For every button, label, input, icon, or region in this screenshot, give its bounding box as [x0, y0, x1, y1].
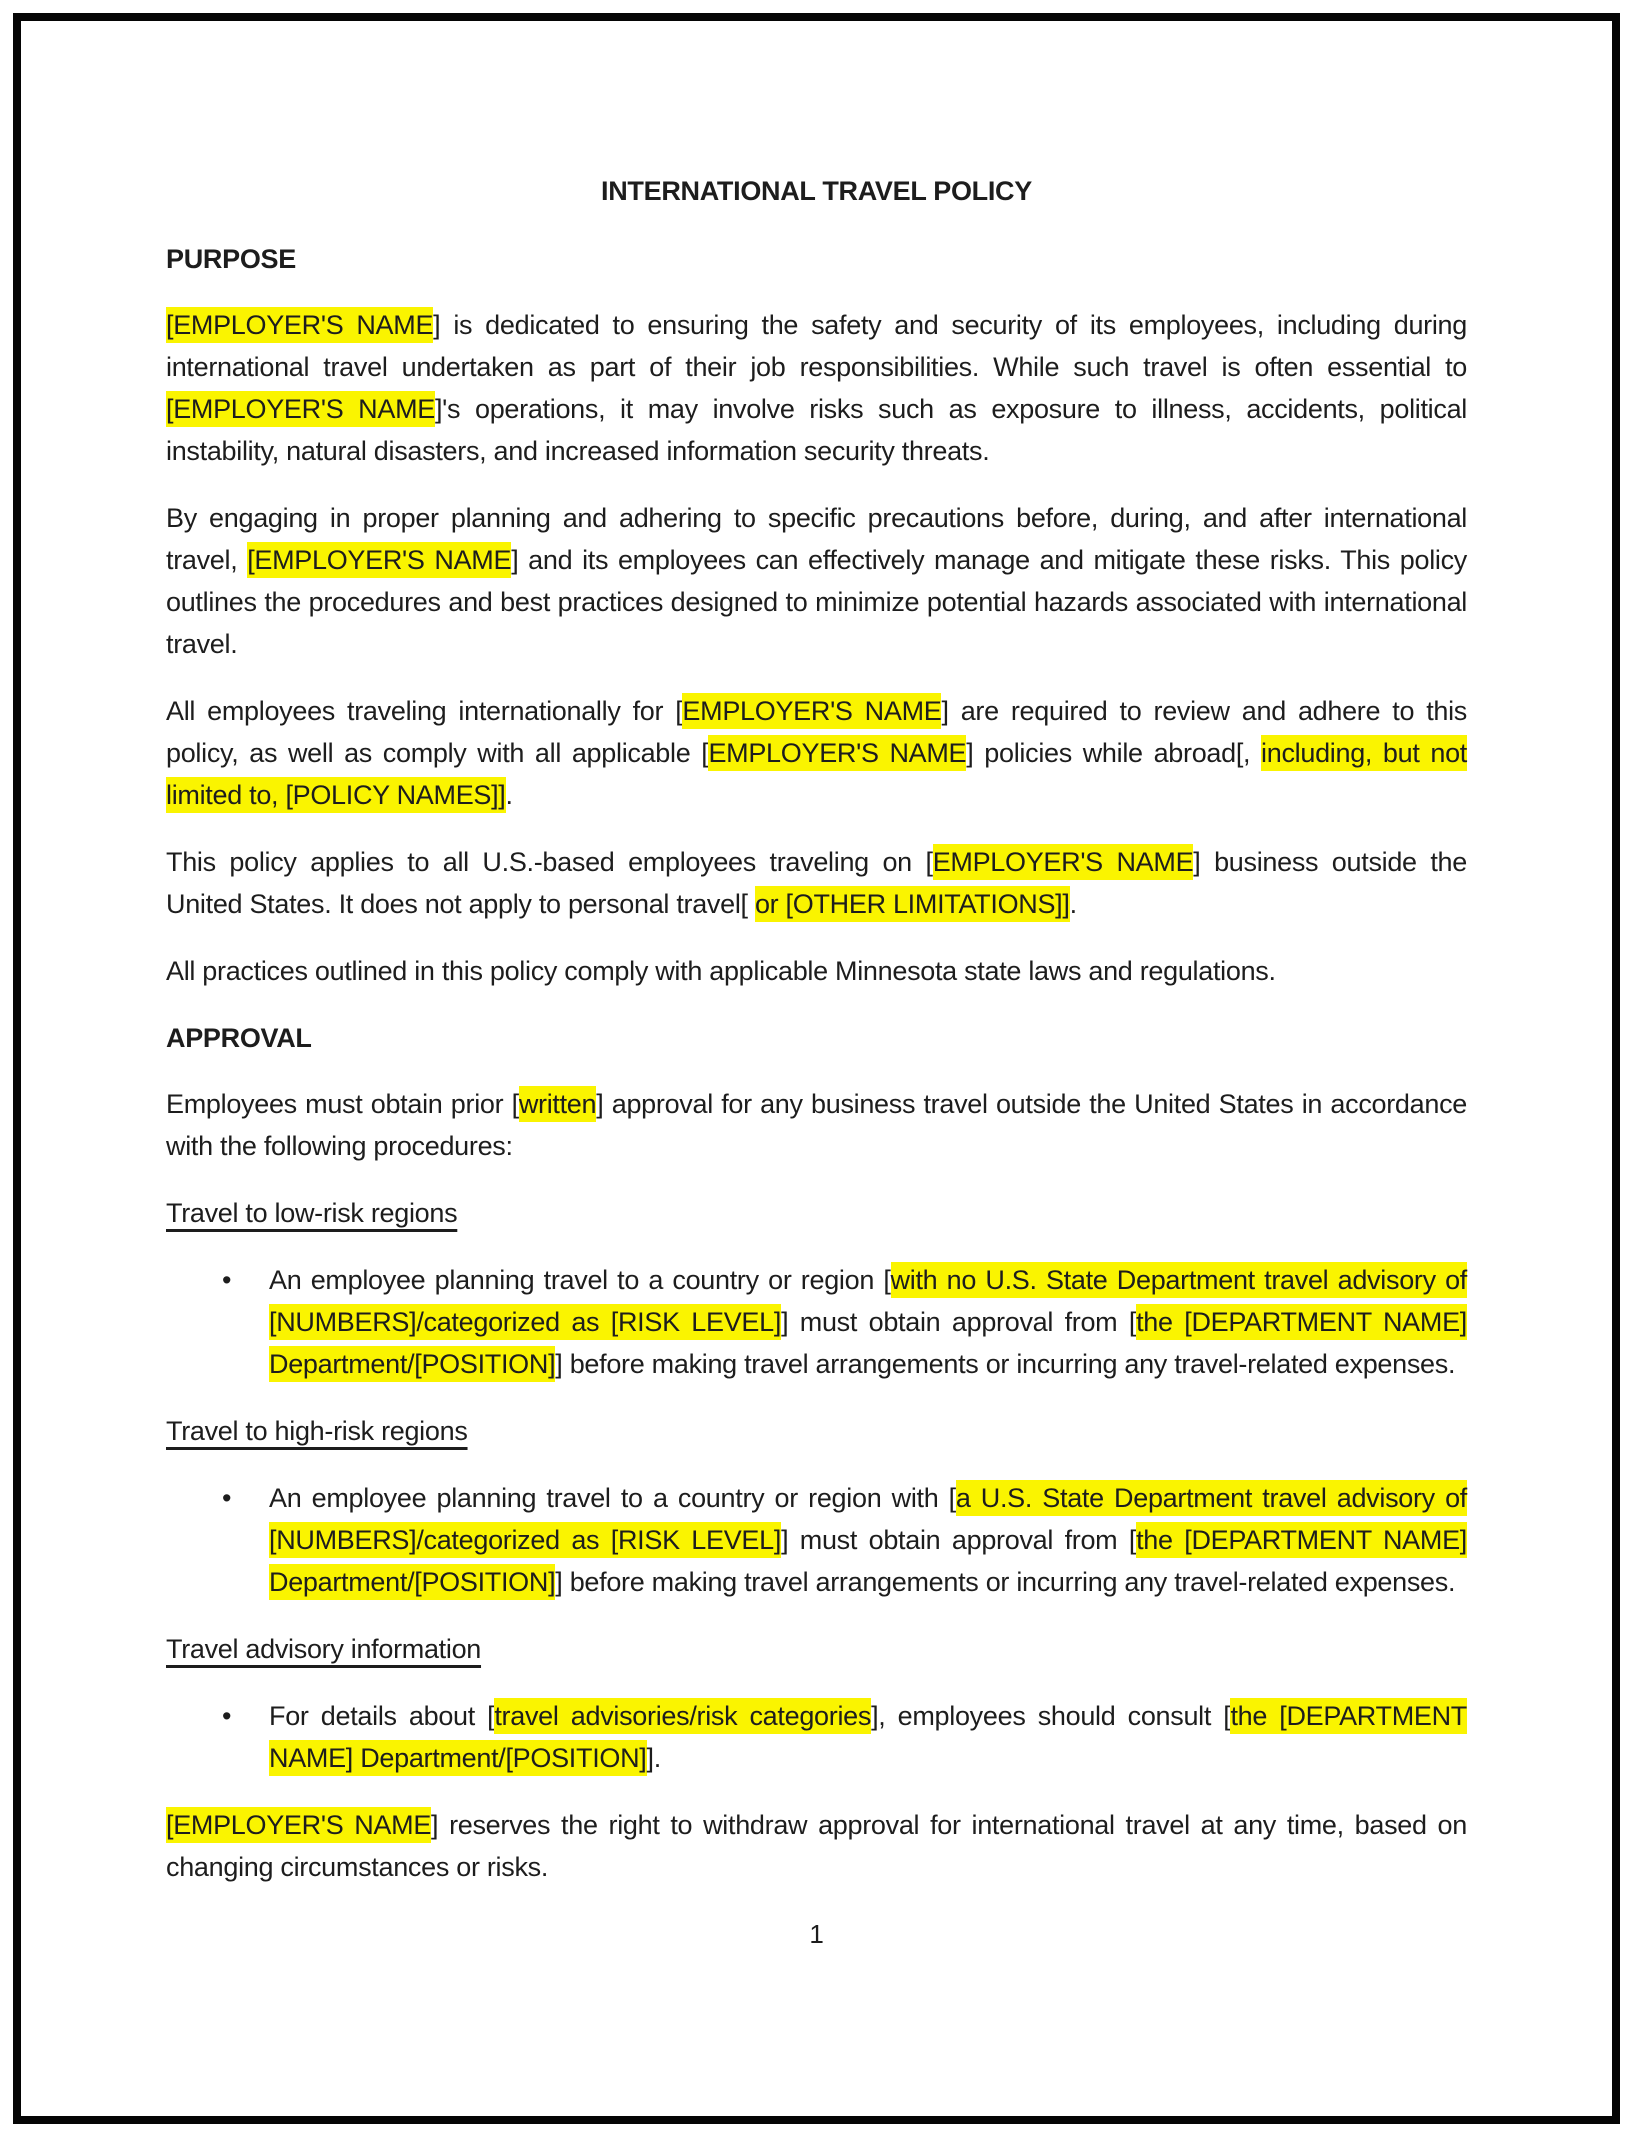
bullet-marker: •: [222, 1701, 232, 1731]
paragraph: [EMPLOYER'S NAME] is dedicated to ensuring the safety and security of its employees, including during international travel undertaken as part of their job responsibilities. While such travel is often essential to [EMPLOYER'S NAME]'s operations, it may involve risks such as exposure to illness, accidents, political instability, natural disasters, and increased information security threats.: [166, 304, 1467, 472]
section-heading: APPROVAL: [166, 1023, 312, 1053]
highlighted-placeholder: [EMPLOYER'S NAME: [166, 391, 435, 427]
highlighted-placeholder: with no U.S. State Department travel advisory of [NUMBERS]/categorized as [RISK LEVEL]: [269, 1262, 1467, 1340]
section-heading: PURPOSE: [166, 244, 296, 274]
bullet-text: An employee planning travel to a country or region [with no U.S. State Department travel advisory of [NUMBERS]/categorized as [RISK LEVEL]] must obtain approval from [the [DEPARTMENT NAME] Department/[POSITION]] before making travel arrangements or incurring any travel-related expenses.: [269, 1262, 1467, 1382]
subsection-heading-text: Travel to high-risk regions: [166, 1416, 468, 1446]
bullet-marker: •: [222, 1265, 232, 1295]
highlighted-placeholder: EMPLOYER'S NAME: [933, 844, 1194, 880]
bullet-item: [166, 1477, 1467, 1603]
bullet-item: [166, 1259, 1467, 1385]
highlighted-placeholder: travel advisories/risk categories: [494, 1698, 871, 1734]
paragraph: [EMPLOYER'S NAME] reserves the right to withdraw approval for international travel at any time, based on changing circumstances or risks.: [166, 1804, 1467, 1888]
bullet-text: An employee planning travel to a country or region with [a U.S. State Department travel advisory of [NUMBERS]/categorized as [RISK LEVEL]] must obtain approval from [the [DEPARTMENT NAME] Department/[POSITION]] before making travel arrangements or incurring any travel-related expenses.: [269, 1480, 1467, 1600]
highlighted-placeholder: or [OTHER LIMITATIONS]]: [755, 886, 1070, 922]
bullet-text: For details about [travel advisories/risk categories], employees should consult [the [DEPARTMENT NAME] Department/[POSITION]].: [269, 1698, 1467, 1776]
highlighted-placeholder: [EMPLOYER'S NAME: [166, 307, 433, 343]
paragraph: By engaging in proper planning and adhering to specific precautions before, during, and after international travel, [EMPLOYER'S NAME] and its employees can effectively manage and mitigate these risks. This policy outlines the procedures and best practices designed to minimize potential hazards associated with international travel.: [166, 503, 1468, 659]
subsection-heading: [166, 1192, 1467, 1234]
bullet-item: [166, 1695, 1467, 1779]
paragraph: All employees traveling internationally for [EMPLOYER'S NAME] are required to review and adhere to this policy, as well as comply with all applicable [EMPLOYER'S NAME] policies while abroad[, including, but not limited to, [POLICY NAMES]].: [166, 690, 1467, 816]
highlighted-placeholder: written: [519, 1086, 596, 1122]
highlighted-placeholder: the [DEPARTMENT NAME] Department/[POSITION]: [269, 1522, 1467, 1600]
highlighted-placeholder: EMPLOYER'S NAME: [682, 693, 941, 729]
paragraph: Employees must obtain prior [written] approval for any business travel outside the United States in accordance with the following procedures:: [166, 1083, 1467, 1167]
paragraph: This policy applies to all U.S.-based employees traveling on [EMPLOYER'S NAME] business outside the United States. It does not apply to personal travel[ or [OTHER LIMITATIONS]].: [166, 841, 1467, 925]
subsection-heading: [166, 1410, 1467, 1452]
subsection-heading-text: Travel to low-risk regions: [166, 1198, 458, 1228]
highlighted-placeholder: the [DEPARTMENT NAME] Department/[POSITION]: [269, 1698, 1467, 1776]
highlighted-placeholder: [EMPLOYER'S NAME: [247, 542, 511, 578]
highlighted-placeholder: EMPLOYER'S NAME: [708, 735, 966, 771]
page-number: 1: [809, 1919, 824, 1949]
highlighted-placeholder: including, but not limited to, [POLICY NAMES]]: [166, 735, 1467, 813]
document-body: [166, 238, 1467, 1888]
document-page: [166, 170, 1467, 1955]
highlighted-placeholder: a U.S. State Department travel advisory of [NUMBERS]/categorized as [RISK LEVEL]: [269, 1480, 1467, 1558]
bullet-marker: •: [222, 1483, 232, 1513]
subsection-heading: [166, 1628, 1467, 1670]
document-title: INTERNATIONAL TRAVEL POLICY: [601, 176, 1032, 206]
subsection-heading-text: Travel advisory information: [166, 1634, 482, 1664]
highlighted-placeholder: the [DEPARTMENT NAME] Department/[POSITION]: [269, 1304, 1467, 1382]
highlighted-placeholder: [EMPLOYER'S NAME: [166, 1807, 431, 1843]
paragraph: All practices outlined in this policy comply with applicable Minnesota state laws and regulations.: [166, 956, 1276, 986]
